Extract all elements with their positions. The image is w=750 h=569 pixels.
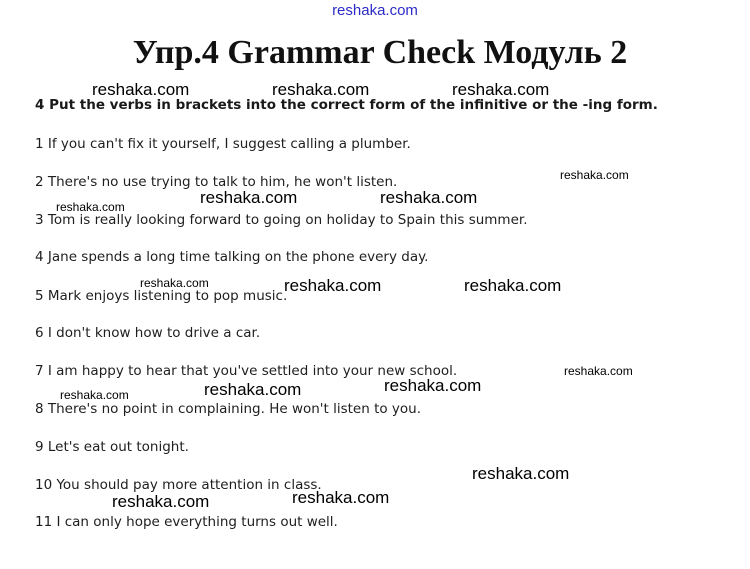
sentence-10: 10 You should pay more attention in class. [35,477,322,493]
sentence-7: 7 I am happy to hear that you've settled into your new school. [35,363,458,379]
watermark: reshaka.com [384,376,482,395]
sentence-5: 5 Mark enjoys listening to pop music. [35,288,288,304]
watermark: reshaka.com [60,388,129,402]
sentence-3: 3 Tom is really looking forward to going on holiday to Spain this summer. [35,212,528,228]
watermark: reshaka.com [560,168,629,182]
sentence-6: 6 I don't know how to drive a car. [35,325,261,341]
watermark: reshaka.com [472,464,570,483]
watermark: reshaka.com [284,276,382,295]
sentence-9: 9 Let's eat out tonight. [35,439,189,455]
page-title: Упр.4 Grammar Check Модуль 2 [132,34,628,71]
watermark: reshaka.com [272,80,370,99]
watermark: reshaka.com [92,80,190,99]
sentence-4: 4 Jane spends a long time talking on the phone every day. [35,249,429,265]
sentence-2: 2 There's no use trying to talk to him, he won't listen. [35,174,398,190]
site-header-link[interactable]: reshaka.com [332,2,418,19]
sentence-1: 1 If you can't fix it yourself, I suggest calling a plumber. [35,136,411,152]
watermark: reshaka.com [56,200,125,214]
watermark: reshaka.com [200,188,298,207]
watermark: reshaka.com [452,80,550,99]
sentence-8: 8 There's no point in complaining. He won't listen to you. [35,401,422,417]
watermark: reshaka.com [140,276,209,290]
watermark: reshaka.com [464,276,562,295]
watermark: reshaka.com [292,488,390,507]
exercise-instruction: 4 Put the verbs in brackets into the correct form of the infinitive or the -ing form. [35,97,658,113]
sentence-11: 11 I can only hope everything turns out well. [35,514,338,530]
watermark: reshaka.com [380,188,478,207]
watermark: reshaka.com [204,380,302,399]
watermark: reshaka.com [564,364,633,378]
watermark: reshaka.com [112,492,210,511]
